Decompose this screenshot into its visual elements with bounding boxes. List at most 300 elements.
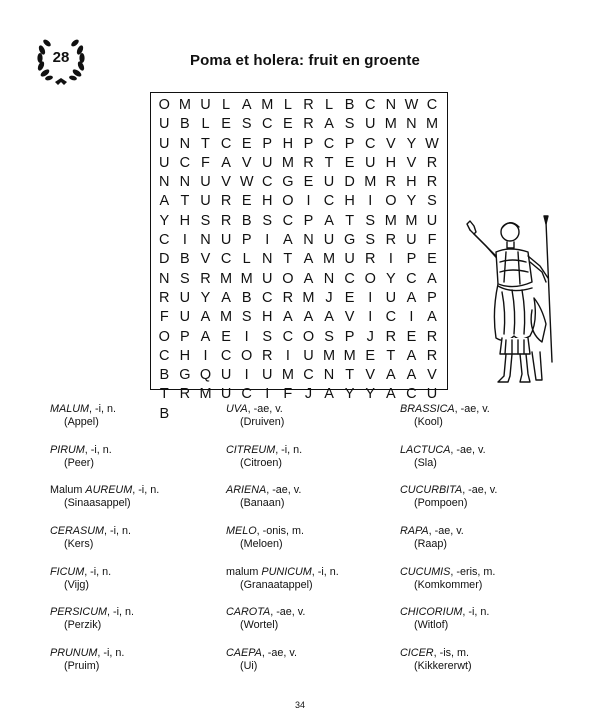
latin-term	[226, 566, 401, 579]
grid-letter: S	[241, 116, 252, 133]
grid-letter: R	[220, 193, 232, 210]
grammar-info: , -i, n.	[132, 484, 160, 497]
grid-letter: C	[323, 135, 335, 152]
grid-letter: U	[200, 97, 211, 113]
grammar-info: , -i, n.	[462, 606, 490, 619]
grid-letter: P	[262, 135, 273, 152]
grid-letter: B	[180, 116, 190, 133]
word-entry	[226, 566, 401, 607]
word-entry	[50, 566, 225, 607]
grid-letter: M	[199, 386, 212, 403]
grid-letter: B	[180, 251, 190, 268]
grid-letter: C	[364, 97, 376, 113]
grammar-info: , -ae, v.	[462, 484, 498, 497]
grid-letter: S	[262, 328, 273, 345]
grid-letter: C	[426, 97, 438, 113]
grid-letter: U	[262, 270, 273, 287]
grid-letter: N	[200, 232, 211, 249]
grid-letter: C	[406, 270, 417, 287]
grid-letter: V	[221, 174, 231, 191]
grid-letter: N	[303, 232, 314, 249]
grid-letter: I	[244, 367, 249, 384]
grid-letter: A	[427, 270, 437, 287]
grid-letter: C	[220, 347, 232, 364]
dutch-translation: (Appel)	[64, 416, 99, 428]
word-entry	[50, 647, 225, 688]
latin-term	[400, 647, 575, 660]
grid-letter: E	[365, 347, 376, 364]
grid-letter: M	[302, 289, 315, 306]
grammar-info: , -ae, v.	[261, 647, 298, 660]
puzzle-number-badge	[33, 33, 89, 89]
grid-letter: V	[427, 367, 437, 384]
grid-letter: N	[262, 251, 273, 268]
dutch-translation: (Vijg)	[64, 578, 89, 591]
grid-letter: V	[344, 309, 355, 326]
search-word: PUNICUM	[261, 565, 312, 578]
grid-letter: R	[303, 97, 314, 113]
grid-letter: Y	[365, 386, 376, 403]
grid-letter: P	[241, 232, 252, 249]
grid-letter: I	[285, 347, 290, 364]
grid-letter: R	[262, 347, 273, 364]
grid-letter: L	[242, 251, 251, 268]
word-entry	[400, 444, 575, 485]
grid-letter: G	[179, 367, 191, 384]
grid-letter: R	[303, 154, 314, 171]
grid-letter: E	[221, 328, 231, 345]
grid-letter: R	[200, 270, 211, 287]
grid-letter: O	[364, 270, 376, 287]
grid-letter: W	[425, 135, 439, 152]
grid-letter: L	[201, 116, 210, 133]
latin-term	[50, 444, 225, 457]
grid-letter: I	[409, 309, 414, 326]
dutch-translation: (Sla)	[414, 456, 437, 469]
grid-letter: F	[427, 232, 437, 249]
grid-letter: B	[159, 405, 170, 422]
search-word: PIRUM	[50, 443, 85, 456]
grid-letter: U	[344, 251, 355, 268]
grid-letter: I	[244, 328, 249, 345]
grid-letter: U	[179, 309, 191, 326]
grid-letter: C	[303, 367, 314, 384]
grid-letter: W	[404, 97, 419, 113]
grid-letter: E	[427, 251, 437, 268]
grid-letter: A	[283, 232, 293, 249]
search-word: FICUM	[50, 565, 85, 578]
dutch-translation: (Kikkererwt)	[414, 660, 472, 673]
grammar-info: , -i, n.	[311, 565, 339, 578]
grid-letter: I	[265, 386, 270, 403]
search-word: UVA	[226, 403, 248, 415]
grid-letter: P	[406, 251, 417, 268]
grid-letter: P	[180, 328, 190, 345]
grid-letter: P	[427, 289, 437, 306]
word-entry	[226, 647, 401, 688]
grid-letter: O	[385, 193, 397, 210]
grid-letter: Y	[344, 386, 355, 403]
search-word: CUCUMIS	[400, 565, 451, 578]
grid-letter: O	[302, 328, 315, 345]
search-word: CAEPA	[226, 647, 262, 660]
grid-letter: U	[426, 212, 438, 229]
grid-letter: A	[221, 154, 231, 171]
grid-letter: U	[159, 135, 170, 152]
grid-letter: M	[323, 251, 336, 268]
grid-letter: Y	[159, 212, 170, 229]
word-entry	[226, 525, 401, 566]
dutch-translation: (Perzik)	[64, 619, 102, 632]
grid-letter: C	[406, 386, 417, 403]
grid-letter: M	[343, 347, 356, 364]
grid-letter: U	[364, 154, 376, 171]
grammar-info: , -i, n.	[97, 647, 125, 660]
grid-letter: U	[262, 367, 273, 384]
grid-letter: S	[241, 309, 252, 326]
grid-letter: A	[406, 289, 417, 306]
latin-term	[400, 403, 575, 416]
grammar-info: , -ae, v.	[247, 403, 283, 415]
latin-term	[226, 403, 401, 416]
grid-letter: S	[180, 270, 190, 287]
word-entry	[400, 566, 575, 607]
latin-prefix: malum	[226, 565, 262, 578]
grid-letter: P	[303, 212, 314, 229]
dutch-translation: (Raap)	[414, 538, 448, 551]
search-word: CICER	[400, 647, 434, 660]
grid-letter: A	[385, 386, 396, 403]
grid-letter: W	[239, 174, 254, 191]
grid-letter: M	[323, 347, 336, 364]
word-entry	[50, 484, 225, 525]
grid-letter: R	[179, 386, 191, 403]
grid-letter: M	[281, 367, 294, 384]
grammar-info: , -ae, v.	[270, 606, 306, 619]
word-entry	[400, 525, 575, 566]
grid-letter: U	[159, 154, 170, 171]
grid-letter: H	[385, 154, 397, 171]
latin-term	[50, 403, 225, 416]
grid-letter: U	[426, 386, 438, 403]
dutch-translation: (Granaatappel)	[240, 578, 313, 591]
grid-letter: M	[364, 174, 377, 191]
grid-letter: I	[368, 289, 373, 306]
grid-letter: O	[241, 347, 253, 364]
grid-letter: T	[345, 367, 355, 384]
grid-letter: U	[323, 232, 335, 249]
grid-letter: R	[385, 328, 397, 345]
grid-letter: N	[179, 174, 191, 191]
grid-letter: A	[303, 251, 314, 268]
search-word: CUCURBITA	[400, 484, 463, 497]
grid-letter: J	[325, 289, 333, 306]
grid-letter: A	[303, 270, 314, 287]
grid-letter: E	[283, 116, 293, 133]
grid-letter: N	[159, 174, 170, 191]
grid-letter: U	[323, 174, 335, 191]
search-word: CAROTA	[226, 606, 271, 619]
dutch-translation: (Witlof)	[414, 619, 449, 632]
grid-letter: U	[303, 347, 314, 364]
grid-letter: I	[203, 347, 208, 364]
grid-letter: U	[220, 232, 232, 249]
letter-grid	[154, 96, 442, 424]
grid-letter: F	[283, 386, 293, 403]
grid-letter: E	[303, 174, 314, 191]
search-word: MELO	[226, 525, 257, 538]
grid-letter: A	[406, 367, 417, 384]
page-title: Poma et holera: fruit en groente	[190, 52, 420, 69]
search-word: CITREUM	[226, 443, 276, 456]
grid-letter: S	[200, 212, 211, 229]
dutch-translation: (Pompoen)	[414, 497, 468, 510]
grid-letter: M	[220, 309, 233, 326]
grid-letter: S	[365, 212, 376, 229]
grid-letter: T	[180, 193, 190, 210]
dutch-translation: (Ui)	[240, 660, 258, 673]
grid-letter: A	[324, 309, 334, 326]
latin-term	[226, 525, 401, 538]
latin-term	[400, 525, 575, 538]
grid-letter: Y	[406, 193, 417, 210]
grid-letter: L	[325, 97, 334, 113]
grid-letter: M	[178, 97, 191, 113]
grid-letter: J	[366, 328, 374, 345]
search-word: RAPA	[400, 525, 429, 538]
grid-letter: U	[364, 116, 376, 133]
grid-letter: U	[179, 289, 191, 306]
latin-term	[50, 525, 225, 538]
grid-letter: H	[179, 212, 191, 229]
grammar-info: , -ae, v.	[266, 484, 302, 497]
dutch-translation: (Peer)	[64, 456, 94, 469]
word-list	[50, 403, 570, 683]
grid-letter: N	[406, 116, 417, 133]
grid-letter: I	[368, 309, 373, 326]
grammar-info: , -ae, v.	[450, 443, 486, 456]
grid-letter: D	[344, 174, 355, 191]
word-entry	[226, 606, 401, 647]
grammar-info: , -ae, v.	[428, 525, 464, 538]
grammar-info: , -i, n.	[275, 443, 303, 456]
latin-term	[400, 566, 575, 579]
grammar-info: , -i, n.	[89, 403, 116, 415]
grid-letter: V	[241, 154, 252, 171]
grid-letter: A	[241, 97, 252, 113]
grid-letter: U	[406, 232, 417, 249]
grid-letter: T	[324, 154, 334, 171]
grid-letter: B	[241, 289, 252, 306]
word-entry	[226, 444, 401, 485]
grid-letter: M	[240, 270, 253, 287]
grid-letter: O	[158, 97, 170, 113]
grammar-info: , -i, n.	[84, 443, 112, 456]
latin-term	[226, 444, 401, 457]
grid-letter: P	[344, 135, 355, 152]
grid-letter: A	[324, 116, 334, 133]
word-entry	[400, 484, 575, 525]
grid-letter: R	[159, 289, 170, 306]
word-entry	[226, 403, 401, 444]
grid-letter: C	[159, 232, 170, 249]
latin-prefix: Malum	[50, 484, 86, 497]
grid-letter: M	[281, 154, 294, 171]
grid-letter: N	[159, 270, 170, 287]
grid-letter: G	[344, 232, 356, 249]
grid-letter: A	[221, 289, 231, 306]
word-entry	[226, 484, 401, 525]
grid-letter: A	[200, 309, 211, 326]
grid-letter: P	[303, 135, 314, 152]
grammar-info: , -i, n.	[84, 565, 112, 578]
grid-letter: A	[406, 347, 417, 364]
grid-letter: T	[345, 212, 355, 229]
grid-letter: E	[241, 193, 252, 210]
grid-letter: A	[283, 309, 293, 326]
grid-letter: A	[159, 193, 170, 210]
grid-letter: V	[200, 251, 211, 268]
grid-letter: C	[364, 135, 376, 152]
grid-letter: A	[385, 367, 396, 384]
grid-letter: R	[303, 116, 314, 133]
grid-letter: C	[241, 386, 252, 403]
grid-letter: M	[220, 270, 233, 287]
search-word: BRASSICA	[400, 403, 455, 415]
word-entry	[50, 525, 225, 566]
grid-letter: C	[262, 174, 273, 191]
search-word: PERSICUM	[50, 606, 107, 619]
grid-letter: T	[159, 386, 169, 403]
grid-letter: R	[385, 232, 397, 249]
grid-letter: A	[427, 309, 437, 326]
search-word: CHICORIUM	[400, 606, 463, 619]
grid-letter: C	[179, 154, 191, 171]
grid-letter: C	[344, 270, 355, 287]
grid-letter: S	[262, 212, 273, 229]
grid-letter: I	[306, 193, 311, 210]
grid-letter: L	[222, 97, 231, 113]
word-entry	[400, 403, 575, 444]
grid-letter: B	[241, 212, 252, 229]
grid-letter: B	[344, 97, 355, 113]
search-word: ARIENA	[226, 484, 267, 497]
grid-letter: V	[406, 154, 417, 171]
grid-letter: C	[282, 212, 294, 229]
grid-letter: B	[159, 367, 170, 384]
grammar-info: , -onis, m.	[256, 525, 305, 538]
latin-term	[400, 444, 575, 457]
grid-letter: E	[406, 328, 417, 345]
grid-letter: J	[304, 386, 313, 403]
grid-letter: C	[220, 251, 232, 268]
dutch-translation: (Banaan)	[240, 497, 285, 510]
grid-letter: A	[324, 212, 334, 229]
dutch-translation: (Kers)	[64, 538, 94, 551]
grid-letter: M	[384, 116, 397, 133]
search-word: LACTUCA	[400, 443, 451, 456]
grid-letter: S	[365, 232, 376, 249]
grid-letter: U	[385, 289, 397, 306]
grid-letter: R	[426, 347, 438, 364]
grid-letter: L	[283, 97, 292, 113]
grid-letter: M	[405, 212, 418, 229]
grid-letter: H	[282, 135, 294, 152]
grid-letter: C	[159, 347, 170, 364]
grid-letter: R	[426, 328, 438, 345]
grammar-info: , -eris, m.	[450, 565, 496, 578]
grid-letter: D	[159, 251, 170, 268]
grid-letter: U	[200, 193, 211, 210]
latin-term	[226, 606, 401, 619]
grammar-info: , -ae, v.	[454, 403, 490, 415]
grid-letter: U	[159, 116, 170, 133]
grid-letter: R	[364, 251, 376, 268]
grid-letter: T	[201, 135, 210, 152]
grid-letter: G	[282, 174, 294, 191]
grid-letter: F	[201, 154, 210, 171]
latin-term	[400, 484, 575, 497]
grid-letter: U	[200, 174, 211, 191]
grid-letter: S	[344, 116, 355, 133]
latin-term	[50, 606, 225, 619]
dutch-translation: (Wortel)	[240, 619, 279, 632]
grid-letter: S	[324, 328, 334, 345]
page-number: 34	[294, 700, 305, 710]
dutch-translation: (Citroen)	[240, 456, 282, 469]
grid-letter: C	[282, 328, 294, 345]
grid-letter: P	[344, 328, 355, 345]
grammar-info: , -i, n.	[107, 606, 134, 619]
grid-letter: R	[220, 212, 232, 229]
word-entry	[50, 606, 225, 647]
grid-letter: I	[368, 193, 373, 210]
grid-letter: N	[179, 135, 191, 152]
search-word: PRUNUM	[50, 647, 98, 660]
word-entry	[400, 606, 575, 647]
dutch-translation: (Sinaasappel)	[64, 497, 131, 510]
search-word: CERASUM	[50, 525, 104, 538]
search-word: AUREUM	[85, 484, 133, 497]
latin-term	[50, 647, 225, 660]
grid-letter: H	[262, 193, 273, 210]
word-column-1	[50, 403, 225, 688]
word-entry	[50, 403, 225, 444]
grid-letter: N	[323, 367, 335, 384]
grid-letter: N	[385, 97, 397, 113]
grid-letter: T	[386, 347, 396, 364]
latin-term	[226, 484, 401, 497]
grid-letter: H	[262, 309, 273, 326]
grid-letter: A	[324, 386, 334, 403]
grid-letter: C	[323, 193, 335, 210]
grid-letter: H	[179, 347, 191, 364]
grid-letter: Q	[199, 367, 212, 384]
grid-letter: Y	[385, 270, 396, 287]
puzzle-number: 28	[52, 49, 70, 66]
grid-letter: Y	[406, 135, 417, 152]
grid-letter: O	[282, 193, 294, 210]
grid-letter: I	[265, 232, 270, 249]
roman-statue-illustration	[462, 212, 572, 390]
grid-letter: V	[385, 135, 396, 152]
grid-letter: E	[344, 289, 355, 306]
grid-letter: U	[262, 154, 273, 171]
dutch-translation: (Pruim)	[64, 660, 100, 673]
grid-letter: A	[303, 309, 314, 326]
dutch-translation: (Komkommer)	[414, 578, 483, 591]
word-entry	[50, 444, 225, 485]
